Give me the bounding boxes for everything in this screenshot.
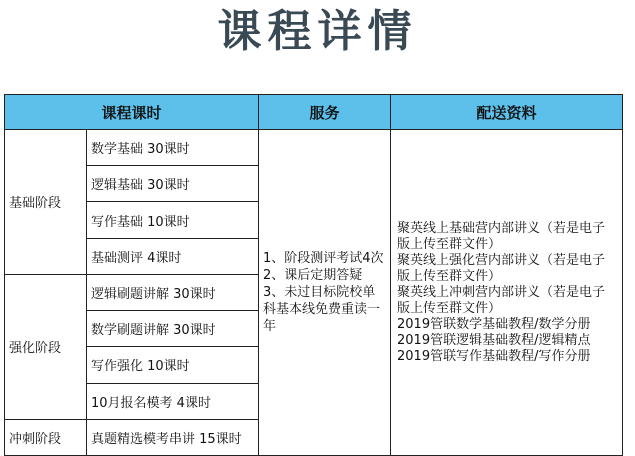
course-item: 逻辑基础 30课时: [87, 166, 259, 202]
service-item: 2、课后定期答疑: [263, 268, 363, 283]
material-item: 2019管联数学基础教程/数学分册: [397, 316, 591, 332]
stage-sprint: 冲刺阶段: [5, 419, 87, 455]
header-services: 服务: [259, 95, 391, 130]
material-item: 2019管联写作基础教程/写作分册: [397, 348, 591, 364]
page-title: 课程详情: [217, 6, 418, 57]
course-item: 逻辑刷题讲解 30课时: [87, 274, 259, 310]
course-item: 真题精选模考串讲 15课时: [87, 419, 259, 455]
material-item: 聚英线上强化营内部讲义（若是电子版上传至群文件）: [397, 252, 606, 284]
material-item: 聚英线上基础营内部讲义（若是电子版上传至群文件）: [397, 220, 606, 252]
stage-intensive: 强化阶段: [5, 274, 87, 419]
materials-cell: [391, 130, 623, 456]
material-item: 聚英线上冲刺营内部讲义（若是电子版上传至群文件）: [397, 284, 606, 316]
header-course-hours: 课程课时: [5, 95, 259, 130]
table-row: [5, 130, 623, 166]
material-item: 2019管联逻辑基础教程/逻辑精点: [397, 332, 591, 348]
header-materials: 配送资料: [391, 95, 623, 130]
stage-basic: 基础阶段: [5, 130, 87, 275]
table-header-row: [5, 95, 623, 130]
course-item: 写作基础 10课时: [87, 202, 259, 238]
service-item: 3、未过目标院校单科基本线免费重读一年: [263, 285, 381, 334]
service-item: 1、阶段测评考试4次: [263, 251, 384, 266]
course-item: 数学刷题讲解 30课时: [87, 311, 259, 347]
course-details-table: [4, 94, 623, 456]
course-item: 写作强化 10课时: [87, 347, 259, 383]
course-item: 10月报名模考 4课时: [87, 383, 259, 419]
services-cell: [259, 130, 391, 456]
course-item: 基础测评 4课时: [87, 238, 259, 274]
course-item: 数学基础 30课时: [87, 130, 259, 166]
